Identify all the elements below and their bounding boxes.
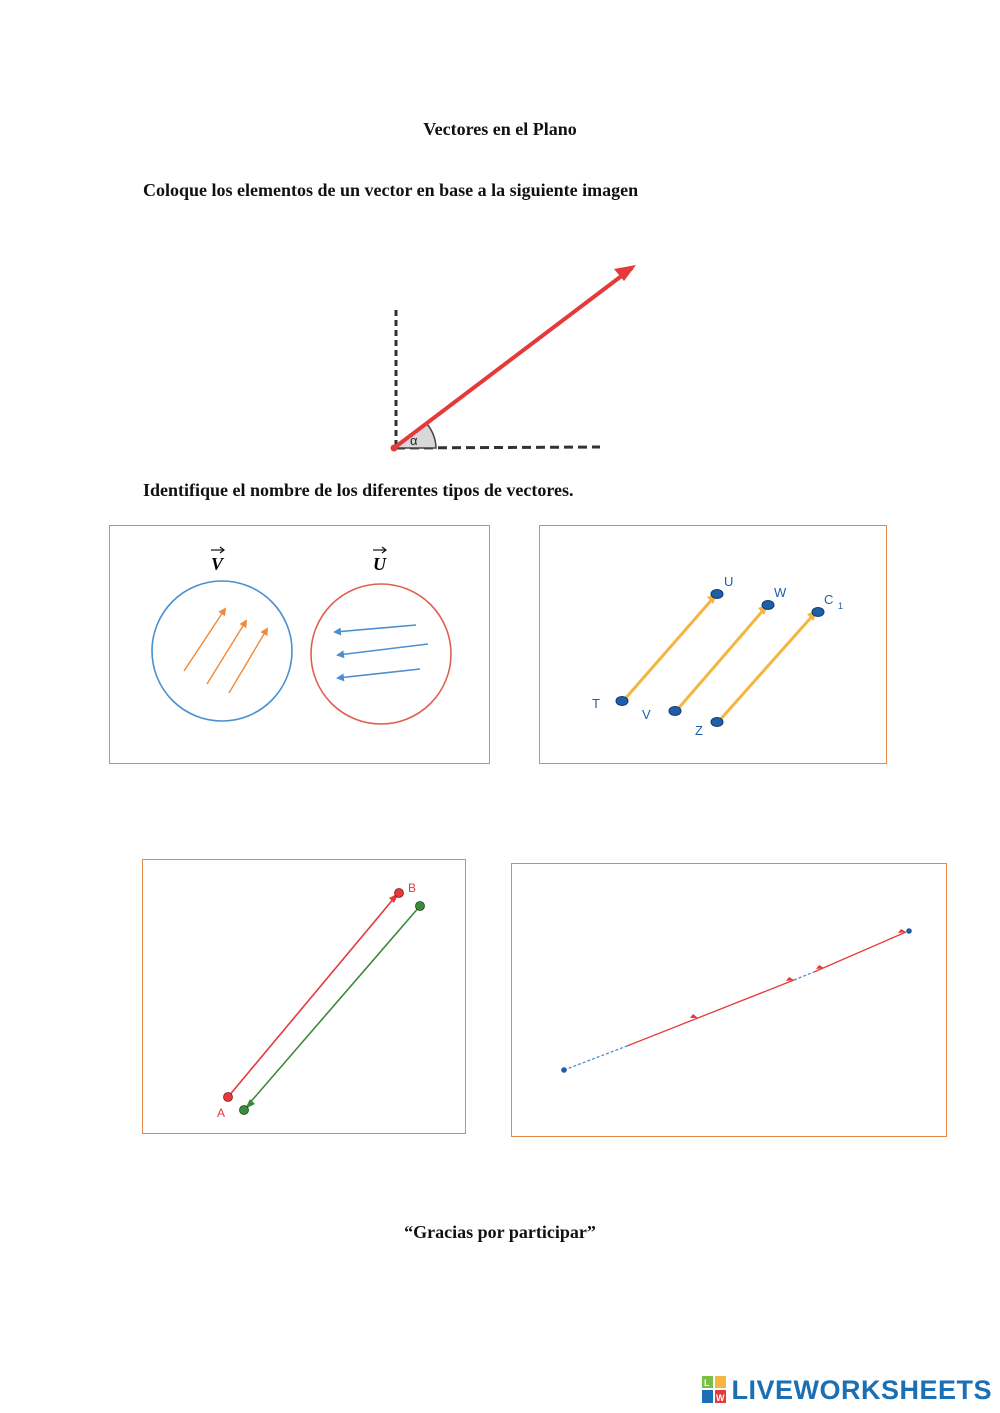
label-a: A xyxy=(217,1106,226,1120)
dashed-segment-middle xyxy=(794,972,814,980)
label-c-subscript: 1 xyxy=(838,601,844,611)
u-arrow-3 xyxy=(338,669,420,678)
parallel-vector-tu xyxy=(624,596,715,700)
circle-u xyxy=(311,584,451,724)
point-u xyxy=(711,590,723,599)
parallel-vector-zc1 xyxy=(719,613,815,721)
circle-v xyxy=(152,581,292,721)
logo-letter-l: L xyxy=(704,1378,710,1388)
vector-v-label: V xyxy=(211,554,224,574)
vector-panel-equipolent xyxy=(109,525,490,764)
vector-ab xyxy=(228,897,395,1097)
collinear-vector-1 xyxy=(627,980,794,1046)
point-a-green xyxy=(240,1106,249,1115)
vector-panel-parallel xyxy=(539,525,887,764)
dashed-segment-start xyxy=(564,1046,627,1070)
v-arrow-1 xyxy=(184,609,225,671)
point-c1 xyxy=(812,608,824,617)
label-t: T xyxy=(592,696,600,711)
collinear-vector-2 xyxy=(814,932,906,972)
u-arrow-2 xyxy=(338,644,428,655)
collinear-start-point xyxy=(561,1067,567,1073)
vector-panel-opposite xyxy=(142,859,466,1134)
angle-label: α xyxy=(410,433,418,448)
liveworksheets-wordmark: LIVEWORKSHEETS xyxy=(731,1374,992,1405)
label-b: B xyxy=(408,881,417,895)
point-b-green xyxy=(416,902,425,911)
label-v: V xyxy=(642,707,651,722)
point-a xyxy=(224,1093,233,1102)
u-arrow-1 xyxy=(335,625,416,632)
point-w xyxy=(762,601,774,610)
vector-panel-collinear xyxy=(511,863,947,1137)
logo-letter-w: W xyxy=(716,1393,725,1403)
label-z: Z xyxy=(695,723,703,738)
label-u: U xyxy=(724,574,734,589)
page-title: Vectores en el Plano xyxy=(423,119,577,139)
main-vector-arrow xyxy=(394,268,632,448)
point-t xyxy=(616,697,628,706)
collinear-end-point xyxy=(906,928,912,934)
instruction-elements: Coloque los elementos de un vector en base a la siguiente imagen xyxy=(143,180,639,200)
point-v xyxy=(669,707,681,716)
liveworksheets-logo-icon xyxy=(701,1375,727,1405)
main-vector-origin xyxy=(391,445,398,452)
main-vector-figure xyxy=(380,255,650,460)
instruction-vector-types: Identifique el nombre de los diferentes tipos de vectores. xyxy=(143,480,574,500)
point-z xyxy=(711,718,723,727)
label-w: W xyxy=(774,585,787,600)
point-b xyxy=(395,889,404,898)
closing-message: “Gracias por participar” xyxy=(404,1222,596,1242)
label-c: C xyxy=(824,592,834,607)
vector-u-label: U xyxy=(373,554,386,574)
liveworksheets-branding xyxy=(701,1373,992,1407)
vector-ba xyxy=(248,906,420,1105)
